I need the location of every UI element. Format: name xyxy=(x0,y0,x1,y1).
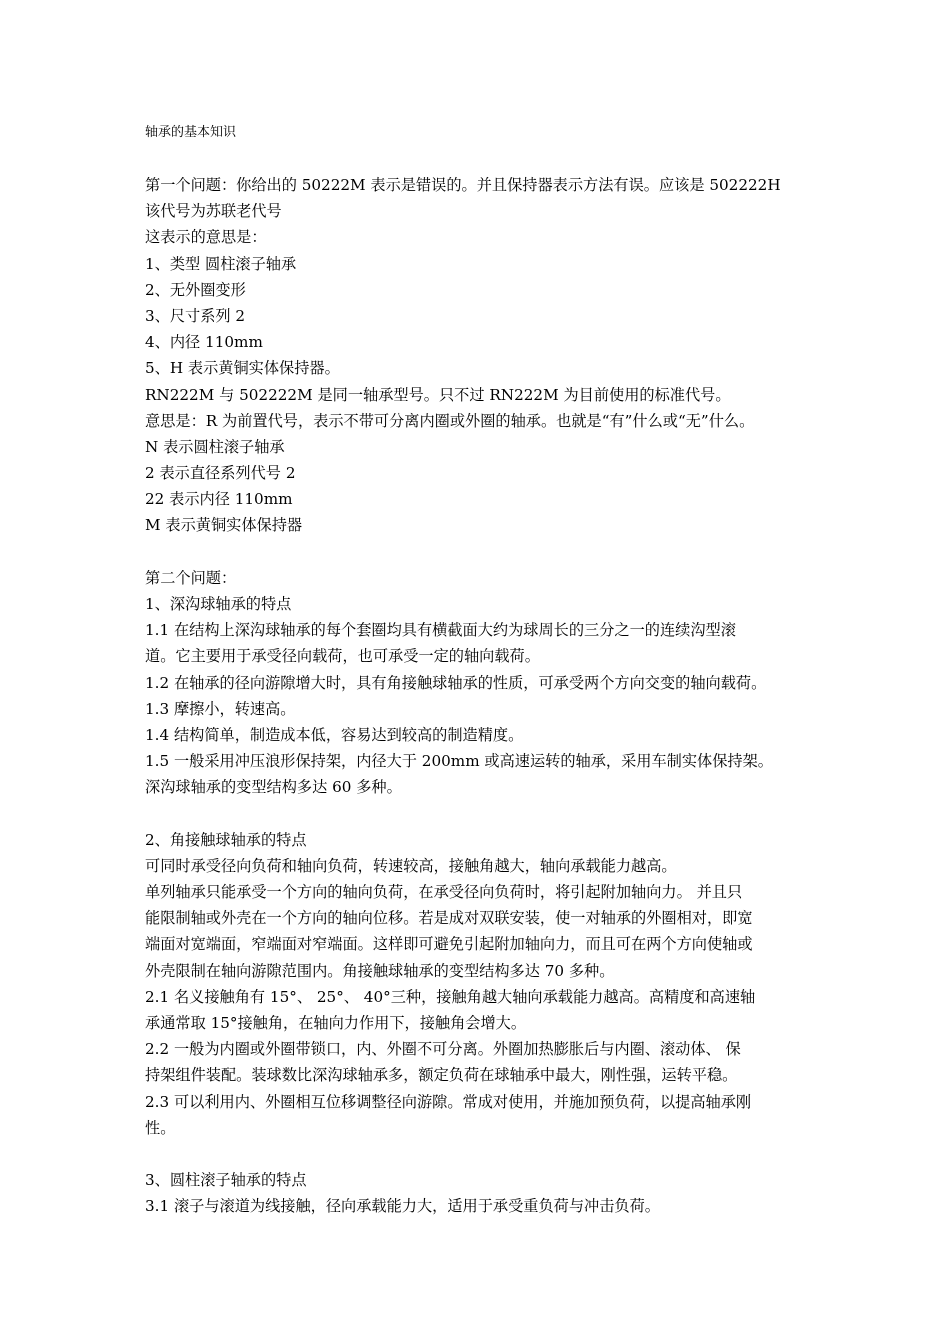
text-line: 可同时承受径向负荷和轴向负荷，转速较高，接触角越大，轴向承载能力越高。 xyxy=(145,856,677,875)
text-line: 该代号为苏联老代号 xyxy=(145,202,282,221)
text-line: 3.1 滚子与滚道为线接触，径向承载能力大，适用于承受重负荷与冲击负荷。 xyxy=(145,1197,660,1216)
text-line: 2.2 一般为内圈或外圈带锁口，内、外圈不可分离。外圈加热膨胀后与内圈、滚动体、 保 xyxy=(145,1040,741,1059)
text-line: 1.2 在轴承的径向游隙增大时，具有角接触球轴承的性质，可承受两个方向交变的轴向载荷。 xyxy=(145,673,767,692)
text-line: 第一个问题：你给出的 50222M 表示是错误的。并且保持器表示方法有误。应该是 502222H xyxy=(145,176,781,194)
text-line: 这表示的意思是： xyxy=(145,228,267,247)
text-line: 2 表示直径系列代号 2 xyxy=(145,464,296,483)
text-line: 2.1 名义接触角有 15°、 25°、 40°三种，接触角越大轴向承载能力越高。高精度和高速轴 xyxy=(145,987,756,1006)
text-line: 3、圆柱滚子轴承的特点 xyxy=(145,1171,307,1190)
blank-line xyxy=(145,1141,817,1167)
document-title: 轴承的基本知识 xyxy=(145,125,237,140)
text-line: 1.4 结构简单，制造成本低，容易达到较高的制造精度。 xyxy=(145,725,524,744)
text-line: RN222M 与 502222M 是同一轴承型号。只不过 RN222M 为目前使用的标准代号。 xyxy=(145,385,731,404)
text-line: 能限制轴或外壳在一个方向的轴向位移。若是成对双联安装，使一对轴承的外圈相对，即宽 xyxy=(145,909,753,928)
text-line: 第二个问题： xyxy=(145,568,237,587)
text-line: 22 表示内径 110mm xyxy=(145,490,293,509)
text-line: 外壳限制在轴向游隙范围内。角接触球轴承的变型结构多达 70 多种。 xyxy=(145,961,615,980)
document-body xyxy=(145,172,817,1220)
text-line: 持架组件装配。装球数比深沟球轴承多，额定负荷在球轴承中最大，刚性强，运转平稳。 xyxy=(145,1066,738,1085)
text-line: 4、内径 110mm xyxy=(145,333,263,352)
text-line: 单列轴承只能承受一个方向的轴向负荷，在承受径向负荷时，将引起附加轴向力。 并且只 xyxy=(145,883,743,902)
text-line: 1、深沟球轴承的特点 xyxy=(145,595,292,613)
blank-line xyxy=(145,801,817,827)
blank-line xyxy=(145,539,817,565)
text-line: 1.1 在结构上深沟球轴承的每个套圈均具有横截面大约为球周长的三分之一的连续沟型滚 xyxy=(145,621,736,640)
text-line: 5、H 表示黄铜实体保持器。 xyxy=(145,359,340,378)
text-line: 1.3 摩擦小，转速高。 xyxy=(145,699,296,718)
text-line: 性。 xyxy=(145,1118,176,1137)
text-line: 1、类型 圆柱滚子轴承 xyxy=(145,254,297,273)
text-line: 深沟球轴承的变型结构多达 60 多种。 xyxy=(145,778,402,797)
text-line: 1.5 一般采用冲压浪形保持架，内径大于 200mm 或高速运转的轴承，采用车制实体保持架。 xyxy=(145,752,773,771)
text-line: M 表示黄铜实体保持器 xyxy=(145,516,303,535)
text-line: 2、角接触球轴承的特点 xyxy=(145,830,307,849)
text-line: 3、尺寸系列 2 xyxy=(145,306,246,325)
text-line: 承通常取 15°接触角，在轴向力作用下，接触角会增大。 xyxy=(145,1014,527,1032)
text-line: 道。它主要用于承受径向载荷，也可承受一定的轴向载荷。 xyxy=(145,647,540,666)
text-line: 意思是：R 为前置代号，表示不带可分离内圈或外圈的轴承。也就是“有”什么或“无”什么。 xyxy=(145,411,755,430)
text-line: N 表示圆柱滚子轴承 xyxy=(145,437,285,456)
text-line: 2、无外圈变形 xyxy=(145,280,246,299)
text-line: 2.3 可以利用内、外圈相互位移调整径向游隙。常成对使用，并施加预负荷，以提高轴承刚 xyxy=(145,1092,752,1111)
text-line: 端面对宽端面，窄端面对窄端面。这样即可避免引起附加轴向力，而且可在两个方向使轴或 xyxy=(145,935,753,954)
